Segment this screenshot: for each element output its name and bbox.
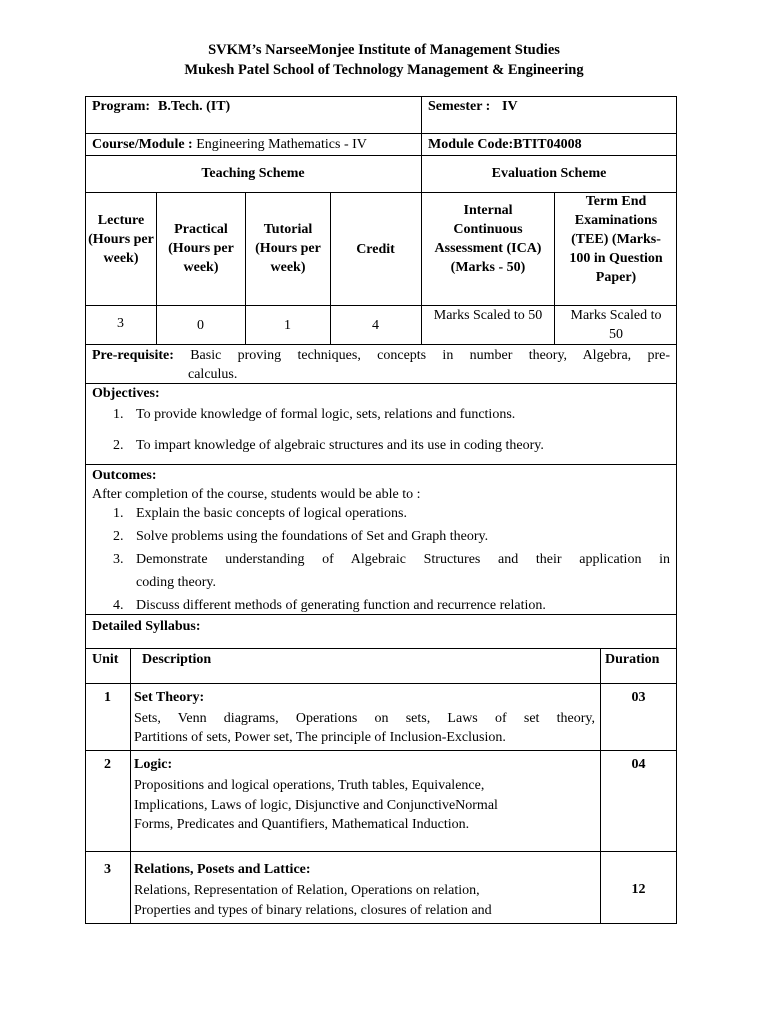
divider xyxy=(130,648,131,924)
program-value: B.Tech. (IT) xyxy=(158,99,231,114)
course-label: Course/Module : xyxy=(92,137,193,152)
semester-value: IV xyxy=(502,99,518,114)
unit-number: 1 xyxy=(104,690,111,705)
outcome-number: 4. xyxy=(113,598,124,613)
objective-item: To impart knowledge of algebraic structures and its use in coding theory. xyxy=(136,438,544,453)
tee-value: Marks Scaled to 50 xyxy=(570,308,662,342)
module-code-label: Module Code: xyxy=(428,137,514,152)
ica-header: Internal Continuous Assessment (ICA) (Marks - 50) xyxy=(434,203,542,275)
outcome-item-continuation: coding theory. xyxy=(136,575,216,590)
unit-number: 2 xyxy=(104,757,111,772)
teaching-scheme-heading: Teaching Scheme xyxy=(201,166,305,181)
outcome-item: Discuss different methods of generating function and recurrence relation. xyxy=(136,598,546,613)
unit-title: Relations, Posets and Lattice: xyxy=(134,862,311,877)
unit-description-line: Relations, Representation of Relation, Operations on relation, xyxy=(134,883,480,898)
divider xyxy=(554,192,555,344)
semester-label: Semester : xyxy=(428,99,491,114)
unit-number: 3 xyxy=(104,862,111,877)
tutorial-value: 1 xyxy=(284,318,291,333)
practical-value: 0 xyxy=(197,318,204,333)
divider xyxy=(85,683,677,684)
outcomes-intro: After completion of the course, students would be able to : xyxy=(92,487,421,502)
divider xyxy=(85,133,677,134)
practical-header: Practical (Hours per week) xyxy=(168,222,234,275)
objective-number: 2. xyxy=(113,438,124,453)
unit-header: Unit xyxy=(92,652,119,667)
outcome-item: Solve problems using the foundations of Set and Graph theory. xyxy=(136,529,489,544)
unit-description-line: Implications, Laws of logic, Disjunctive and ConjunctiveNormal xyxy=(134,798,498,813)
ica-value: Marks Scaled to 50 xyxy=(433,308,543,323)
divider xyxy=(421,96,422,344)
module-code-value: BTIT04008 xyxy=(513,137,582,152)
course-value: Engineering Mathematics - IV xyxy=(196,137,367,152)
outcome-number: 1. xyxy=(113,506,124,521)
school-name: Mukesh Patel School of Technology Management & Engineering xyxy=(184,62,584,78)
program-label: Program: xyxy=(92,99,151,114)
unit-description-line: Properties and types of binary relations, closures of relation and xyxy=(134,903,492,918)
outcome-number: 3. xyxy=(113,552,124,567)
module-code xyxy=(428,135,582,154)
unit-title: Logic: xyxy=(134,757,173,772)
prerequisite-text: Basic proving techniques, concepts in number theory, Algebra, pre- xyxy=(190,348,671,363)
outcomes-label: Outcomes: xyxy=(92,468,157,483)
evaluation-scheme-heading: Evaluation Scheme xyxy=(491,166,607,181)
unit-duration: 04 xyxy=(631,757,646,772)
divider xyxy=(85,750,677,751)
objective-item: To provide knowledge of formal logic, sets, relations and functions. xyxy=(136,407,516,422)
divider xyxy=(85,383,677,384)
divider xyxy=(85,344,677,345)
tee-header: Term End Examinations (TEE) (Marks- 100 in Question Paper) xyxy=(569,194,663,285)
outcome-item: Demonstrate understanding of Algebraic Structures and their application in xyxy=(136,552,670,567)
unit-duration: 03 xyxy=(631,690,646,705)
prerequisite-label: Pre-requisite: xyxy=(92,348,174,363)
unit-title: Set Theory: xyxy=(134,690,205,705)
unit-description-line: Sets, Venn diagrams, Operations on sets, Laws of set theory, xyxy=(134,711,595,726)
unit-description-line: Forms, Predicates and Quantifiers, Mathematical Induction. xyxy=(134,817,470,832)
unit-description-line: Partitions of sets, Power set, The principle of Inclusion-Exclusion. xyxy=(134,730,506,745)
description-header: Description xyxy=(142,652,212,667)
outcome-item: Explain the basic concepts of logical operations. xyxy=(136,506,407,521)
divider xyxy=(85,851,677,852)
tutorial-header: Tutorial (Hours per week) xyxy=(255,222,321,275)
institute-name: SVKM’s NarseeMonjee Institute of Management Studies xyxy=(208,42,560,58)
duration-header: Duration xyxy=(605,652,660,667)
unit-description-line: Propositions and logical operations, Truth tables, Equivalence, xyxy=(134,778,485,793)
outcome-number: 2. xyxy=(113,529,124,544)
objective-number: 1. xyxy=(113,407,124,422)
divider xyxy=(85,155,677,156)
prerequisite-line1 xyxy=(92,346,670,365)
divider xyxy=(85,464,677,465)
course-row xyxy=(92,135,367,154)
objectives-label: Objectives: xyxy=(92,386,160,401)
divider xyxy=(85,648,677,649)
credit-header: Credit xyxy=(356,242,395,257)
prerequisite-line2: calculus. xyxy=(188,367,238,382)
unit-duration: 12 xyxy=(631,882,646,897)
lecture-header: Lecture (Hours per week) xyxy=(88,213,154,266)
credit-value: 4 xyxy=(372,318,379,333)
lecture-value: 3 xyxy=(117,316,124,331)
syllabus-label: Detailed Syllabus: xyxy=(92,619,201,634)
